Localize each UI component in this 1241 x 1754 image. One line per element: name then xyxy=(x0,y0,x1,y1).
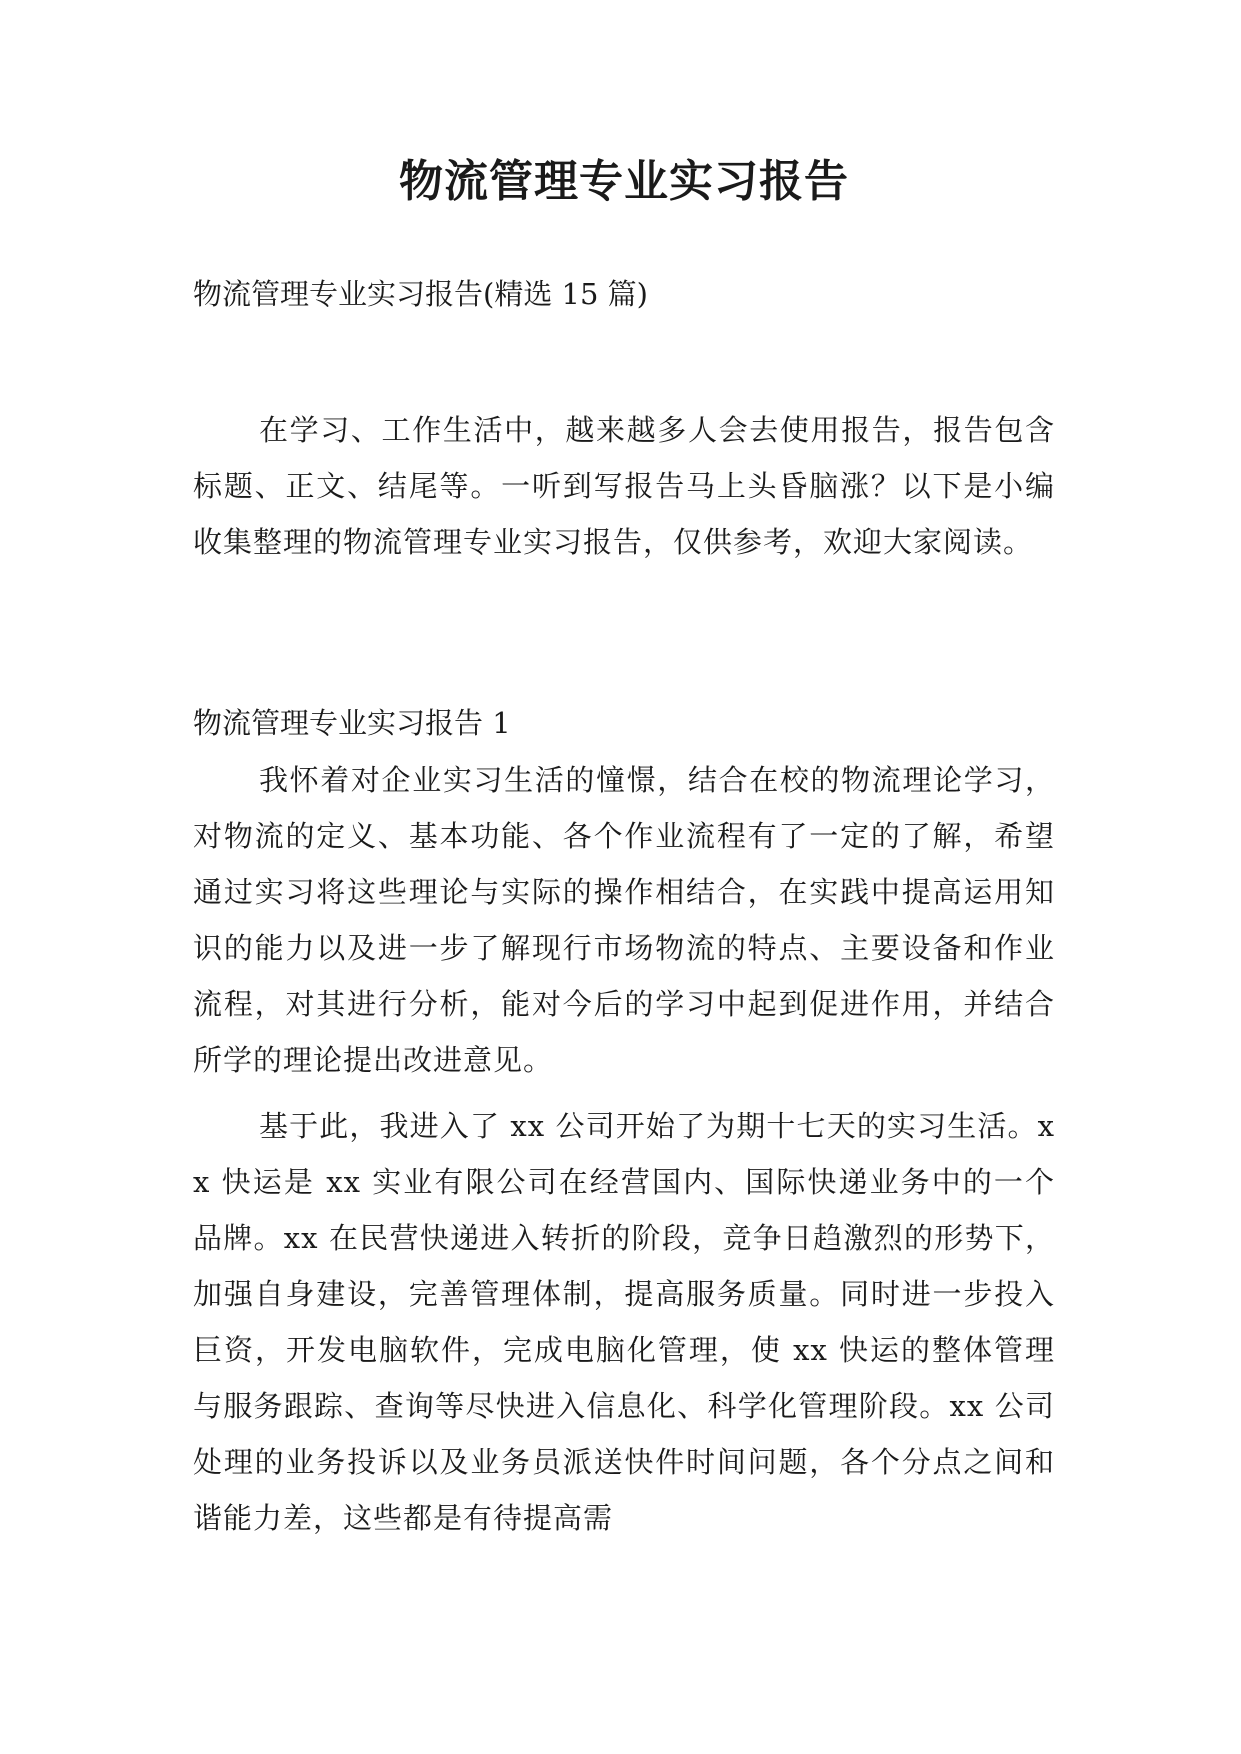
section-paragraph: 基于此，我进入了 xx 公司开始了为期十七天的实习生活。xx 快运是 xx 实业有限公司在经营国内、国际快递业务中的一个品牌。xx 在民营快递进入转折的阶段，竞争日趋激烈的形势下，加强自身建设，完善管理体制，提高服务质量。同时进一步投入巨资，开发电脑软件，完成电脑化管理，使 xx 快运的整体管理与服务跟踪、查询等尽快进入信息化、科学化管理阶段。xx 公司处理的业务投诉以及业务员派送快件时间问题，各个分点之间和谐能力差，这些都是有待提高需 xyxy=(193,1109,1055,1535)
document-title: 物流管理专业实习报告 xyxy=(399,156,849,207)
section-paragraph: 我怀着对企业实习生活的憧憬，结合在校的物流理论学习，对物流的定义、基本功能、各个作业流程有了一定的了解，希望通过实习将这些理论与实际的操作相结合，在实践中提高运用知识的能力以及进一步了解现行市场物流的特点、主要设备和作业流程，对其进行分析，能对今后的学习中起到促进作用，并结合所学的理论提出改进意见。 xyxy=(193,763,1055,1077)
intro-paragraph: 在学习、工作生活中，越来越多人会去使用报告，报告包含标题、正文、结尾等。一听到写报告马上头昏脑涨？以下是小编收集整理的物流管理专业实习报告，仅供参考，欢迎大家阅读。 xyxy=(193,413,1055,559)
section-heading: 物流管理专业实习报告 1 xyxy=(193,706,511,740)
document-subtitle: 物流管理专业实习报告(精选 15 篇) xyxy=(193,277,648,311)
